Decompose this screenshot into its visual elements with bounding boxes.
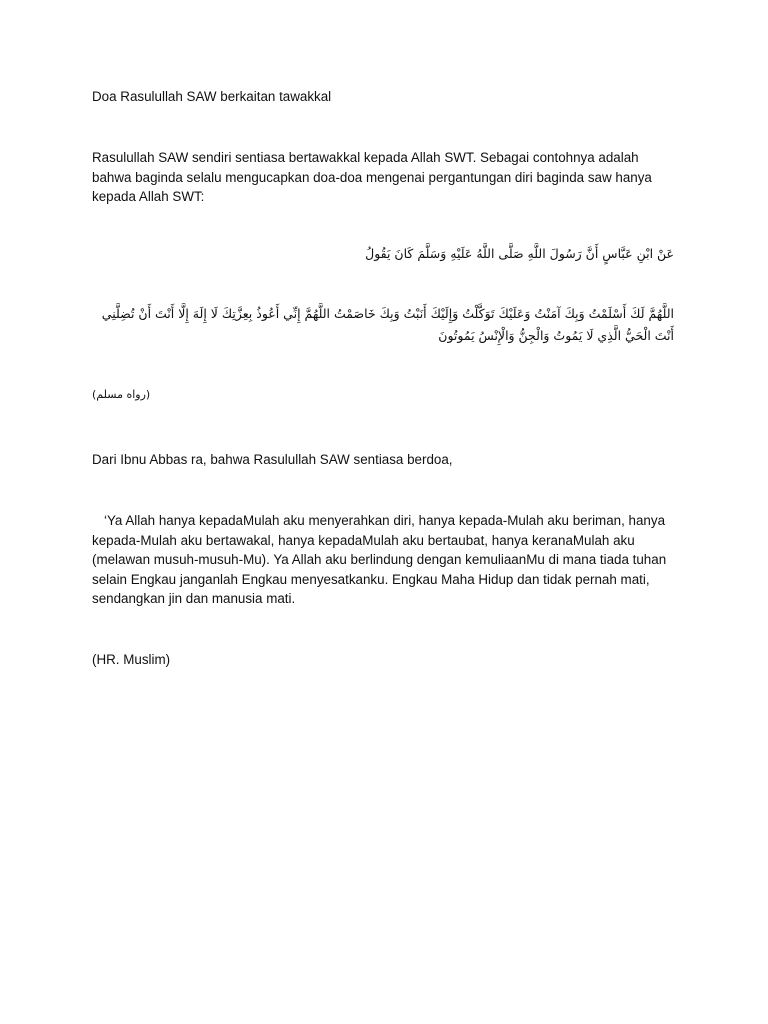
- arabic-narration-line: عَنْ ابْنِ عَبَّاسٍ أَنَّ رَسُولَ اللَّهِ صَلَّى اللَّهُ عَلَيْهِ وَسَلَّمَ كَانَ يَقُولُ: [365, 246, 674, 261]
- prayer-translation: ‘Ya Allah hanya kepadaMulah aku menyerahkan diri, hanya kepada-Mulah aku beriman, hanya kepada-Mulah aku bertawakal, hanya kepadaMulah aku bertaubat, hanya keranaMulah aku (melawan musuh-musuh-Mu). Ya Allah aku berlindung dengan kemuliaanMu di mana tiada tuhan selain Engkau janganlah Engkau menyesatkanku. Engkau Maha Hidup dan tidak pernah mati, sendangkan jin dan manusia mati.: [92, 513, 667, 606]
- document-title: Doa Rasulullah SAW berkaitan tawakkal: [92, 89, 332, 104]
- hadith-reference: (HR. Muslim): [92, 652, 171, 667]
- arabic-prayer-text: اللَّهُمَّ لَكَ أَسْلَمْتُ وَبِكَ آمَنْتُ وَعَلَيْكَ تَوَكَّلْتُ وَإِلَيْكَ أَنَبْتُ وَبِكَ خَاصَمْتُ اللَّهُمَّ إِنِّي أَعُوذُ بِعِزَّتِكَ لَا إِلَهَ إِلَّا أَنْتَ أَنْ تُضِلَّنِي أَنْتَ الْحَيُّ الَّذِي لَا يَمُوتُ وَالْجِنُّ وَالْإِنْسُ يَمُوتُونَ: [101, 306, 674, 343]
- narration-intro-line: Dari Ibnu Abbas ra, bahwa Rasulullah SAW sentiasa berdoa,: [92, 452, 453, 467]
- intro-paragraph: Rasulullah SAW sendiri sentiasa bertawakkal kepada Allah SWT. Sebagai contohnya adalah bahwa baginda selalu mengucapkan doa-doa mengenai pergantungan diri baginda saw hanya kepada Allah SWT:: [92, 150, 652, 204]
- hadith-source-arabic: (رواه مسلم): [92, 388, 151, 401]
